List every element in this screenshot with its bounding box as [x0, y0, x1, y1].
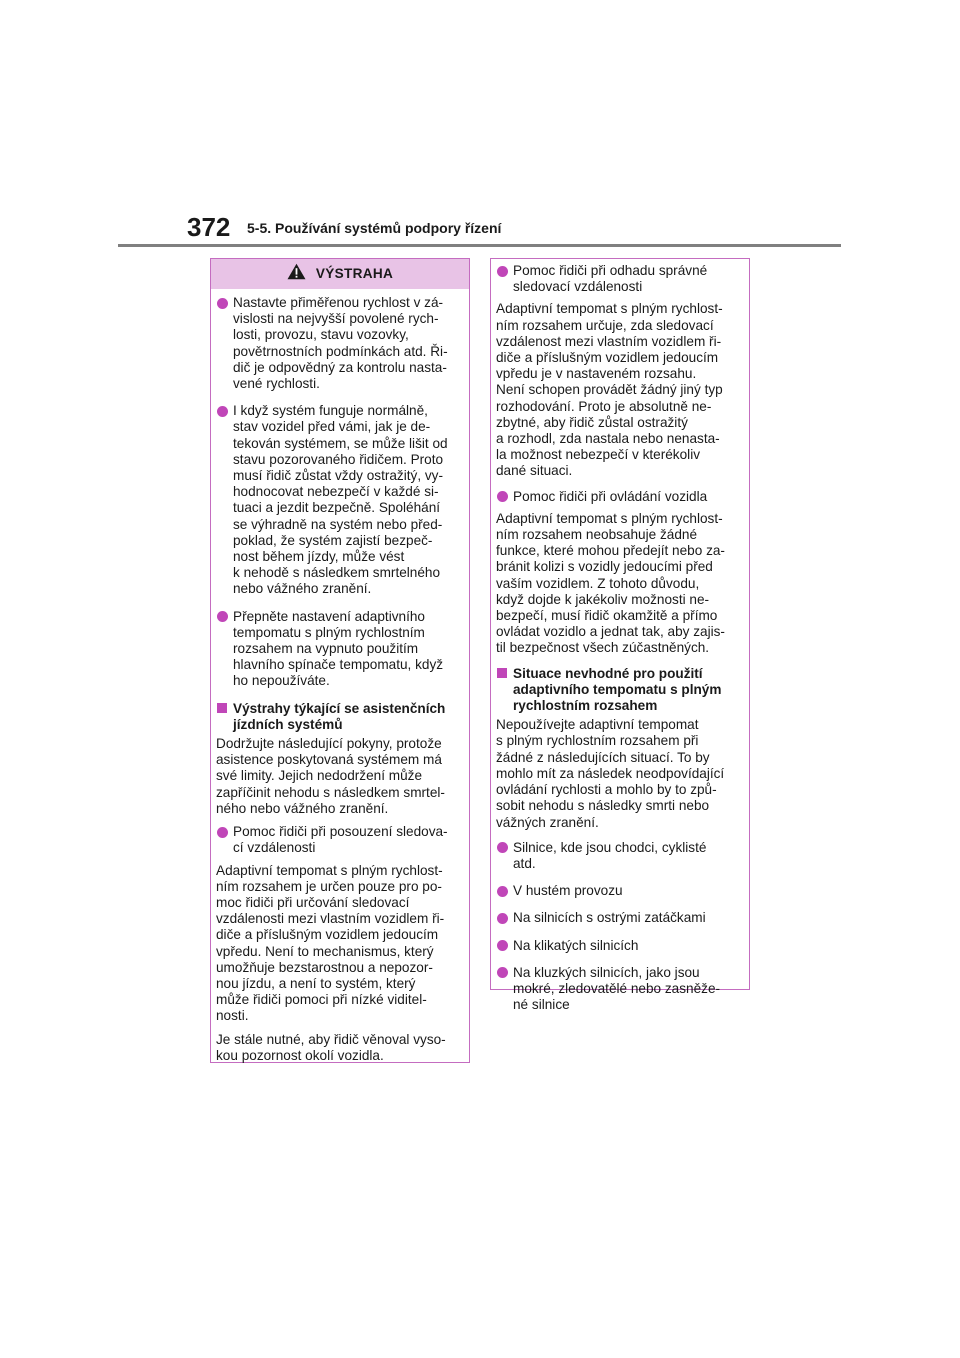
text-line: Pomoc řidiči při ovládání vozidla: [513, 488, 708, 504]
text-line: ním rozsahem je určen pouze pro po-: [216, 878, 442, 894]
section-title: 5-5. Používání systémů podpory řízení: [247, 220, 502, 236]
text-line: ním rozsahem určuje, zda sledovací: [496, 317, 714, 333]
text-line: vené rychlosti.: [233, 376, 320, 392]
text-line: Adaptivní tempomat s plným rychlost-: [496, 301, 723, 317]
bullet-dot-icon: [217, 406, 228, 417]
bullet-dot-icon: [217, 827, 228, 838]
text-line: ho nepoužíváte.: [233, 673, 330, 689]
list-item-text: [233, 403, 464, 597]
list-item-text: [513, 910, 744, 926]
text-line: Dodržujte následující pokyny, protože: [216, 736, 442, 752]
text-line: rozhodování. Proto je absolutně ne-: [496, 398, 712, 414]
list-item-text: [513, 965, 744, 1014]
warning-box: [210, 258, 470, 1063]
text-line: V hustém provozu: [513, 883, 623, 899]
text-line: se výhradně na systém nebo před-: [233, 516, 443, 532]
text-line: nou jízdu, a není to systém, který: [216, 975, 416, 991]
list-item: [496, 910, 744, 926]
text-line: Pomoc řidiči při odhadu správné: [513, 263, 708, 278]
text-line: Je stále nutné, aby řidič věnoval vyso-: [216, 1031, 446, 1047]
text-line: sledovací vzdálenosti: [513, 279, 643, 295]
text-line: své limity. Jejich nedodržení může: [216, 768, 423, 784]
text-line: Adaptivní tempomat s plným rychlost-: [496, 510, 723, 526]
text-line: cí vzdálenosti: [233, 840, 316, 856]
text-line: adaptivního tempomatu s plným: [513, 681, 722, 697]
bullet-dot-icon: [497, 842, 508, 853]
text-line: nebo vážného zranění.: [233, 581, 372, 597]
list-item: [496, 263, 744, 295]
warning-section-heading: [216, 701, 464, 733]
list-item-text: [233, 609, 464, 690]
text-line: Na klikatých silnicích: [513, 937, 639, 953]
text-line: poklad, že systém zajistí bezpeč-: [233, 532, 433, 548]
text-line: tuaci a jezdit bezpečně. Spoléhání: [233, 500, 441, 516]
bullet-dot-icon: [497, 491, 508, 502]
text-line: til bezpečnost všech zúčastněných.: [496, 640, 710, 656]
text-line: la možnost nebezpečí v kterékoliv: [496, 447, 701, 463]
text-line: může řidiči pomoci při nízké viditel-: [216, 992, 427, 1008]
text-line: funkce, které mohou předejít nebo za-: [496, 543, 725, 559]
situations-heading: [496, 666, 744, 715]
text-line: Na kluzkých silnicích, jako jsou: [513, 964, 700, 980]
list-item: [496, 489, 744, 505]
text-line: Nastavte přiměřenou rychlost v zá-: [233, 295, 444, 310]
text-line: ného nebo vážného zranění.: [216, 800, 389, 816]
list-item: [216, 824, 464, 856]
text-line: umožňuje bezstarostnou a nepozor-: [216, 959, 433, 975]
text-line: tekován systémem, se může lišit od: [233, 435, 448, 451]
list-item: [496, 883, 744, 899]
text-line: né silnice: [513, 997, 570, 1013]
text-line: jízdních systémů: [233, 716, 343, 732]
square-bullet-icon: [497, 668, 507, 678]
text-line: rychlostním rozsahem: [513, 698, 658, 714]
text-line: tempomatu s plným rychlostním: [233, 624, 425, 640]
text-line: mokré, zledovatělé nebo zasněže-: [513, 980, 721, 996]
text-line: moc řidiči při určování sledovací: [216, 894, 410, 910]
text-line: Přepněte nastavení adaptivního: [233, 608, 425, 624]
text-line: dané situaci.: [496, 463, 573, 479]
text-line: kou pozornost okolí vozidla.: [216, 1047, 384, 1063]
text-line: sobit nehodu s následky smrti nebo: [496, 798, 710, 814]
text-line: bránit kolizi s vozidly jedoucími před: [496, 559, 713, 575]
text-line: rozsahem na vypnuto použitím: [233, 641, 419, 657]
text-line: bezpečí, musí řidič okamžitě a přímo: [496, 608, 718, 624]
warning-title: VÝSTRAHA: [315, 265, 394, 281]
warning-bullets: [216, 295, 464, 690]
text-line: hodnocovat nebezpečí v každé si-: [233, 484, 439, 500]
bullet-dot-icon: [497, 913, 508, 924]
list-item-text: [513, 840, 744, 872]
text-line: nost během jízdy, může vést: [233, 549, 405, 565]
list-item-text: [233, 295, 464, 392]
text-line: diče a příslušným vozidlem jedoucím: [496, 350, 719, 366]
list-item: [216, 403, 464, 597]
text-line: musí řidič zůstat vždy ostražitý, vy-: [233, 468, 443, 484]
text-line: a rozhodl, zda nastala nebo nenasta-: [496, 431, 720, 447]
text-line: Situace nevhodné pro použití: [513, 665, 703, 681]
list-item-text: [513, 883, 744, 899]
text-line: Nepoužívejte adaptivní tempomat: [496, 717, 699, 733]
text-line: ovládání rychlosti a mohlo by to způ-: [496, 782, 717, 798]
text-line: stavu pozorovaného řidičem. Proto: [233, 451, 444, 467]
text-line: stav vozidel před vámi, jak je de-: [233, 419, 431, 435]
paragraph: [216, 863, 464, 1025]
text-line: asistence poskytovaná systémem má: [216, 752, 442, 768]
text-line: vpředu je v nastaveném rozsahu.: [496, 366, 697, 382]
list-item: [496, 938, 744, 954]
text-line: Adaptivní tempomat s plným rychlost-: [216, 862, 443, 878]
text-line: vzdálenost mezi vlastním vozidlem ři-: [496, 333, 722, 349]
bullet-dot-icon: [497, 886, 508, 897]
square-bullet-icon: [217, 703, 227, 713]
text-line: zbytné, aby řidič zůstal ostražitý: [496, 414, 688, 430]
text-line: žádné z následujících situací. To by: [496, 749, 710, 765]
text-line: mohlo mít za následek neodpovídající: [496, 765, 725, 781]
text-line: Není schopen provádět žádný jiný typ: [496, 382, 723, 398]
warning-header: [211, 259, 469, 289]
list-item: [496, 965, 744, 1014]
bullet-dot-icon: [497, 967, 508, 978]
text-line: povětrnostních podmínkách atd. Ři-: [233, 343, 448, 359]
text-line: diče a příslušným vozidlem jedoucím: [216, 927, 439, 943]
text-line: když dojde k jakékoliv možnosti ne-: [496, 591, 710, 607]
paragraph: [496, 511, 744, 657]
text-line: dič je odpovědný za kontrolu nasta-: [233, 359, 447, 375]
paragraph: [496, 301, 744, 479]
text-line: losti, provozu, stavu vozovky,: [233, 327, 409, 343]
header-rule: [118, 244, 841, 247]
text-line: vzdálenosti mezi vlastním vozidlem ři-: [216, 911, 445, 927]
bullet-dot-icon: [497, 940, 508, 951]
list-item-text: [513, 489, 744, 505]
heading-text: [233, 701, 464, 733]
paragraph: [216, 736, 464, 817]
text-line: atd.: [513, 855, 536, 871]
text-line: ovládat vozidlo a jednat tak, aby zajis-: [496, 624, 725, 640]
text-line: Na silnicích s ostrými zatáčkami: [513, 910, 706, 926]
text-line: vislosti na nejvyšší povolené rych-: [233, 311, 439, 327]
list-item-text: [513, 263, 744, 295]
text-line: hlavního spínače tempomatu, když: [233, 657, 444, 673]
list-item-text: [233, 824, 464, 856]
text-line: vpředu. Není to mechanismus, který: [216, 943, 434, 959]
text-line: Pomoc řidiči při posouzení sledova-: [233, 824, 448, 840]
text-line: vážných zranění.: [496, 814, 599, 830]
text-line: nosti.: [216, 1008, 249, 1024]
situations-list: [496, 840, 744, 1014]
bullet-dot-icon: [497, 266, 508, 277]
list-item-text: [513, 938, 744, 954]
paragraph: [216, 1032, 464, 1064]
text-line: s plným rychlostním rozsahem při: [496, 733, 699, 749]
text-line: ním rozsahem neobsahuje žádné: [496, 527, 698, 543]
heading-text: [513, 666, 744, 715]
text-line: I když systém funguje normálně,: [233, 403, 428, 419]
text-line: k nehodě s následkem smrtelného: [233, 565, 441, 581]
bullet-dot-icon: [217, 298, 228, 309]
bullet-dot-icon: [217, 611, 228, 622]
text-line: zapříčinit nehodu s následkem smrtel-: [216, 784, 445, 800]
list-item: [496, 840, 744, 872]
text-line: vaším vozidlem. Z tohoto důvodu,: [496, 575, 700, 591]
text-line: Výstrahy týkající se asistenčních: [233, 700, 446, 716]
warning-box-continued: [490, 258, 750, 1013]
warning-triangle-icon: [287, 263, 306, 284]
page-number: 372: [187, 212, 231, 242]
text-line: Silnice, kde jsou chodci, cyklisté: [513, 839, 707, 855]
list-item: [216, 609, 464, 690]
paragraph: [496, 717, 744, 830]
list-item: [216, 295, 464, 392]
